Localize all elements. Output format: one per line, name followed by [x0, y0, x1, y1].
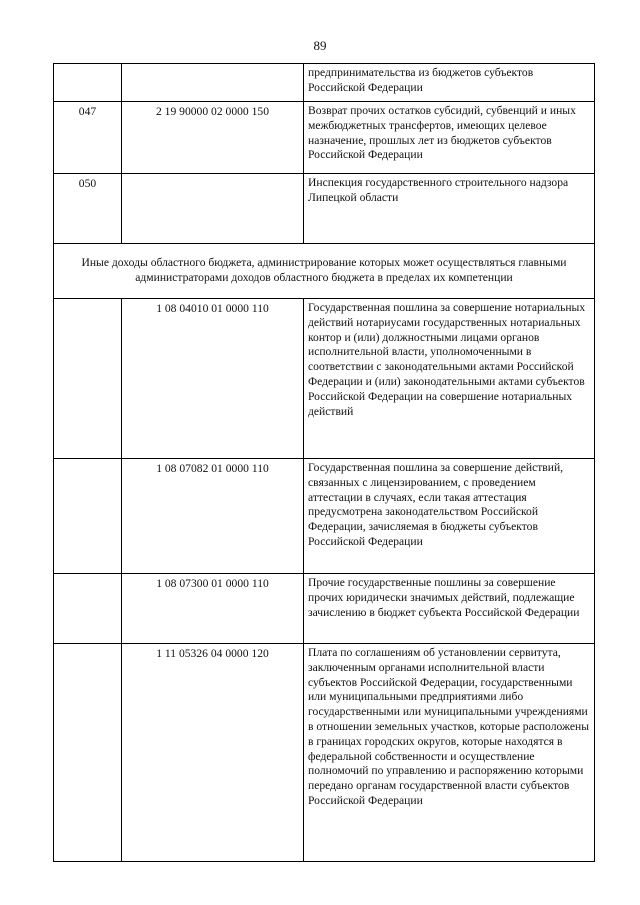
- admin-code-cell: [54, 459, 122, 574]
- admin-code-cell: [54, 64, 122, 102]
- revenue-code-cell: 1 11 05326 04 0000 120: [122, 644, 304, 862]
- revenue-name-cell: [304, 299, 595, 459]
- table-row: [54, 102, 595, 174]
- revenue-name-cell: [304, 644, 595, 862]
- revenue-name-text: предпринимательства из бюджетов субъектов Российской Федерации: [308, 66, 534, 94]
- revenue-code-cell: 1 08 07082 01 0000 110: [122, 459, 304, 574]
- revenue-code-cell: [122, 64, 304, 102]
- revenue-code-cell: [122, 174, 304, 244]
- table-row: [54, 574, 595, 644]
- revenue-name-text: Инспекция государственного строительного надзора Липецкой области: [308, 176, 569, 204]
- revenue-name-cell: [304, 64, 595, 102]
- revenue-name-text: Государственная пошлина за совершение действий, связанных с лицензированием, с проведением аттестации в случаях, если такая аттестация предусмотрена законодательством Российской Федерации, зачисляемая в бюджеты субъектов Российской Федерации: [308, 461, 564, 548]
- table-row: [54, 459, 595, 574]
- revenue-code-cell: 1 08 04010 01 0000 110: [122, 299, 304, 459]
- revenue-name-text: Плата по соглашениям об установлении сервитута, заключенным органами исполнительной власти субъектов Российской Федерации, государственными или муниципальными предприятиями либо государственными или муниципальными учреждениями в отношении земельных участков, которые расположены в границах городских округов, которые находятся в федеральной собственности и осуществление полномочий по управлению и распоряжению которыми передано органам государственной власти субъектов Российской Федерации: [308, 646, 589, 807]
- page-number: 89: [313, 38, 327, 53]
- revenue-name-cell: [304, 459, 595, 574]
- admin-code-cell: 050: [54, 174, 122, 244]
- revenue-code-cell: 2 19 90000 02 0000 150: [122, 102, 304, 174]
- section-header-cell: [54, 244, 595, 299]
- table-row: [54, 64, 595, 102]
- section-header-text: Иные доходы областного бюджета, администрирование которых может осуществляться главными администраторами доходов областного бюджета в пределах их компетенции: [81, 256, 567, 284]
- revenue-name-text: Государственная пошлина за совершение нотариальных действий нотариусами государственных нотариальных контор и (или) должностными лицами органов исполнительной власти, уполномоченными в соответствии с законодательными актами Российской Федерации и (или) законодательными актами субъектов Российской Федерации на совершение нотариальных действий: [308, 301, 586, 418]
- revenue-name-cell: [304, 174, 595, 244]
- table-row: [54, 174, 595, 244]
- table-row: [54, 644, 595, 862]
- revenue-code-cell: 1 08 07300 01 0000 110: [122, 574, 304, 644]
- revenue-name-cell: [304, 574, 595, 644]
- section-header-row: [54, 244, 595, 299]
- admin-code-cell: [54, 299, 122, 459]
- admin-code-cell: 047: [54, 102, 122, 174]
- revenue-name-cell: [304, 102, 595, 174]
- admin-code-cell: [54, 574, 122, 644]
- admin-code-cell: [54, 644, 122, 862]
- revenue-table: [53, 63, 595, 862]
- revenue-name-text: Прочие государственные пошлины за совершение прочих юридически значимых действий, подлежащие зачислению в бюджет субъекта Российской Федерации: [308, 576, 580, 619]
- table-row: [54, 299, 595, 459]
- revenue-name-text: Возврат прочих остатков субсидий, субвенций и иных межбюджетных трансфертов, имеющих целевое назначение, прошлых лет из бюджетов субъектов Российской Федерации: [308, 104, 576, 162]
